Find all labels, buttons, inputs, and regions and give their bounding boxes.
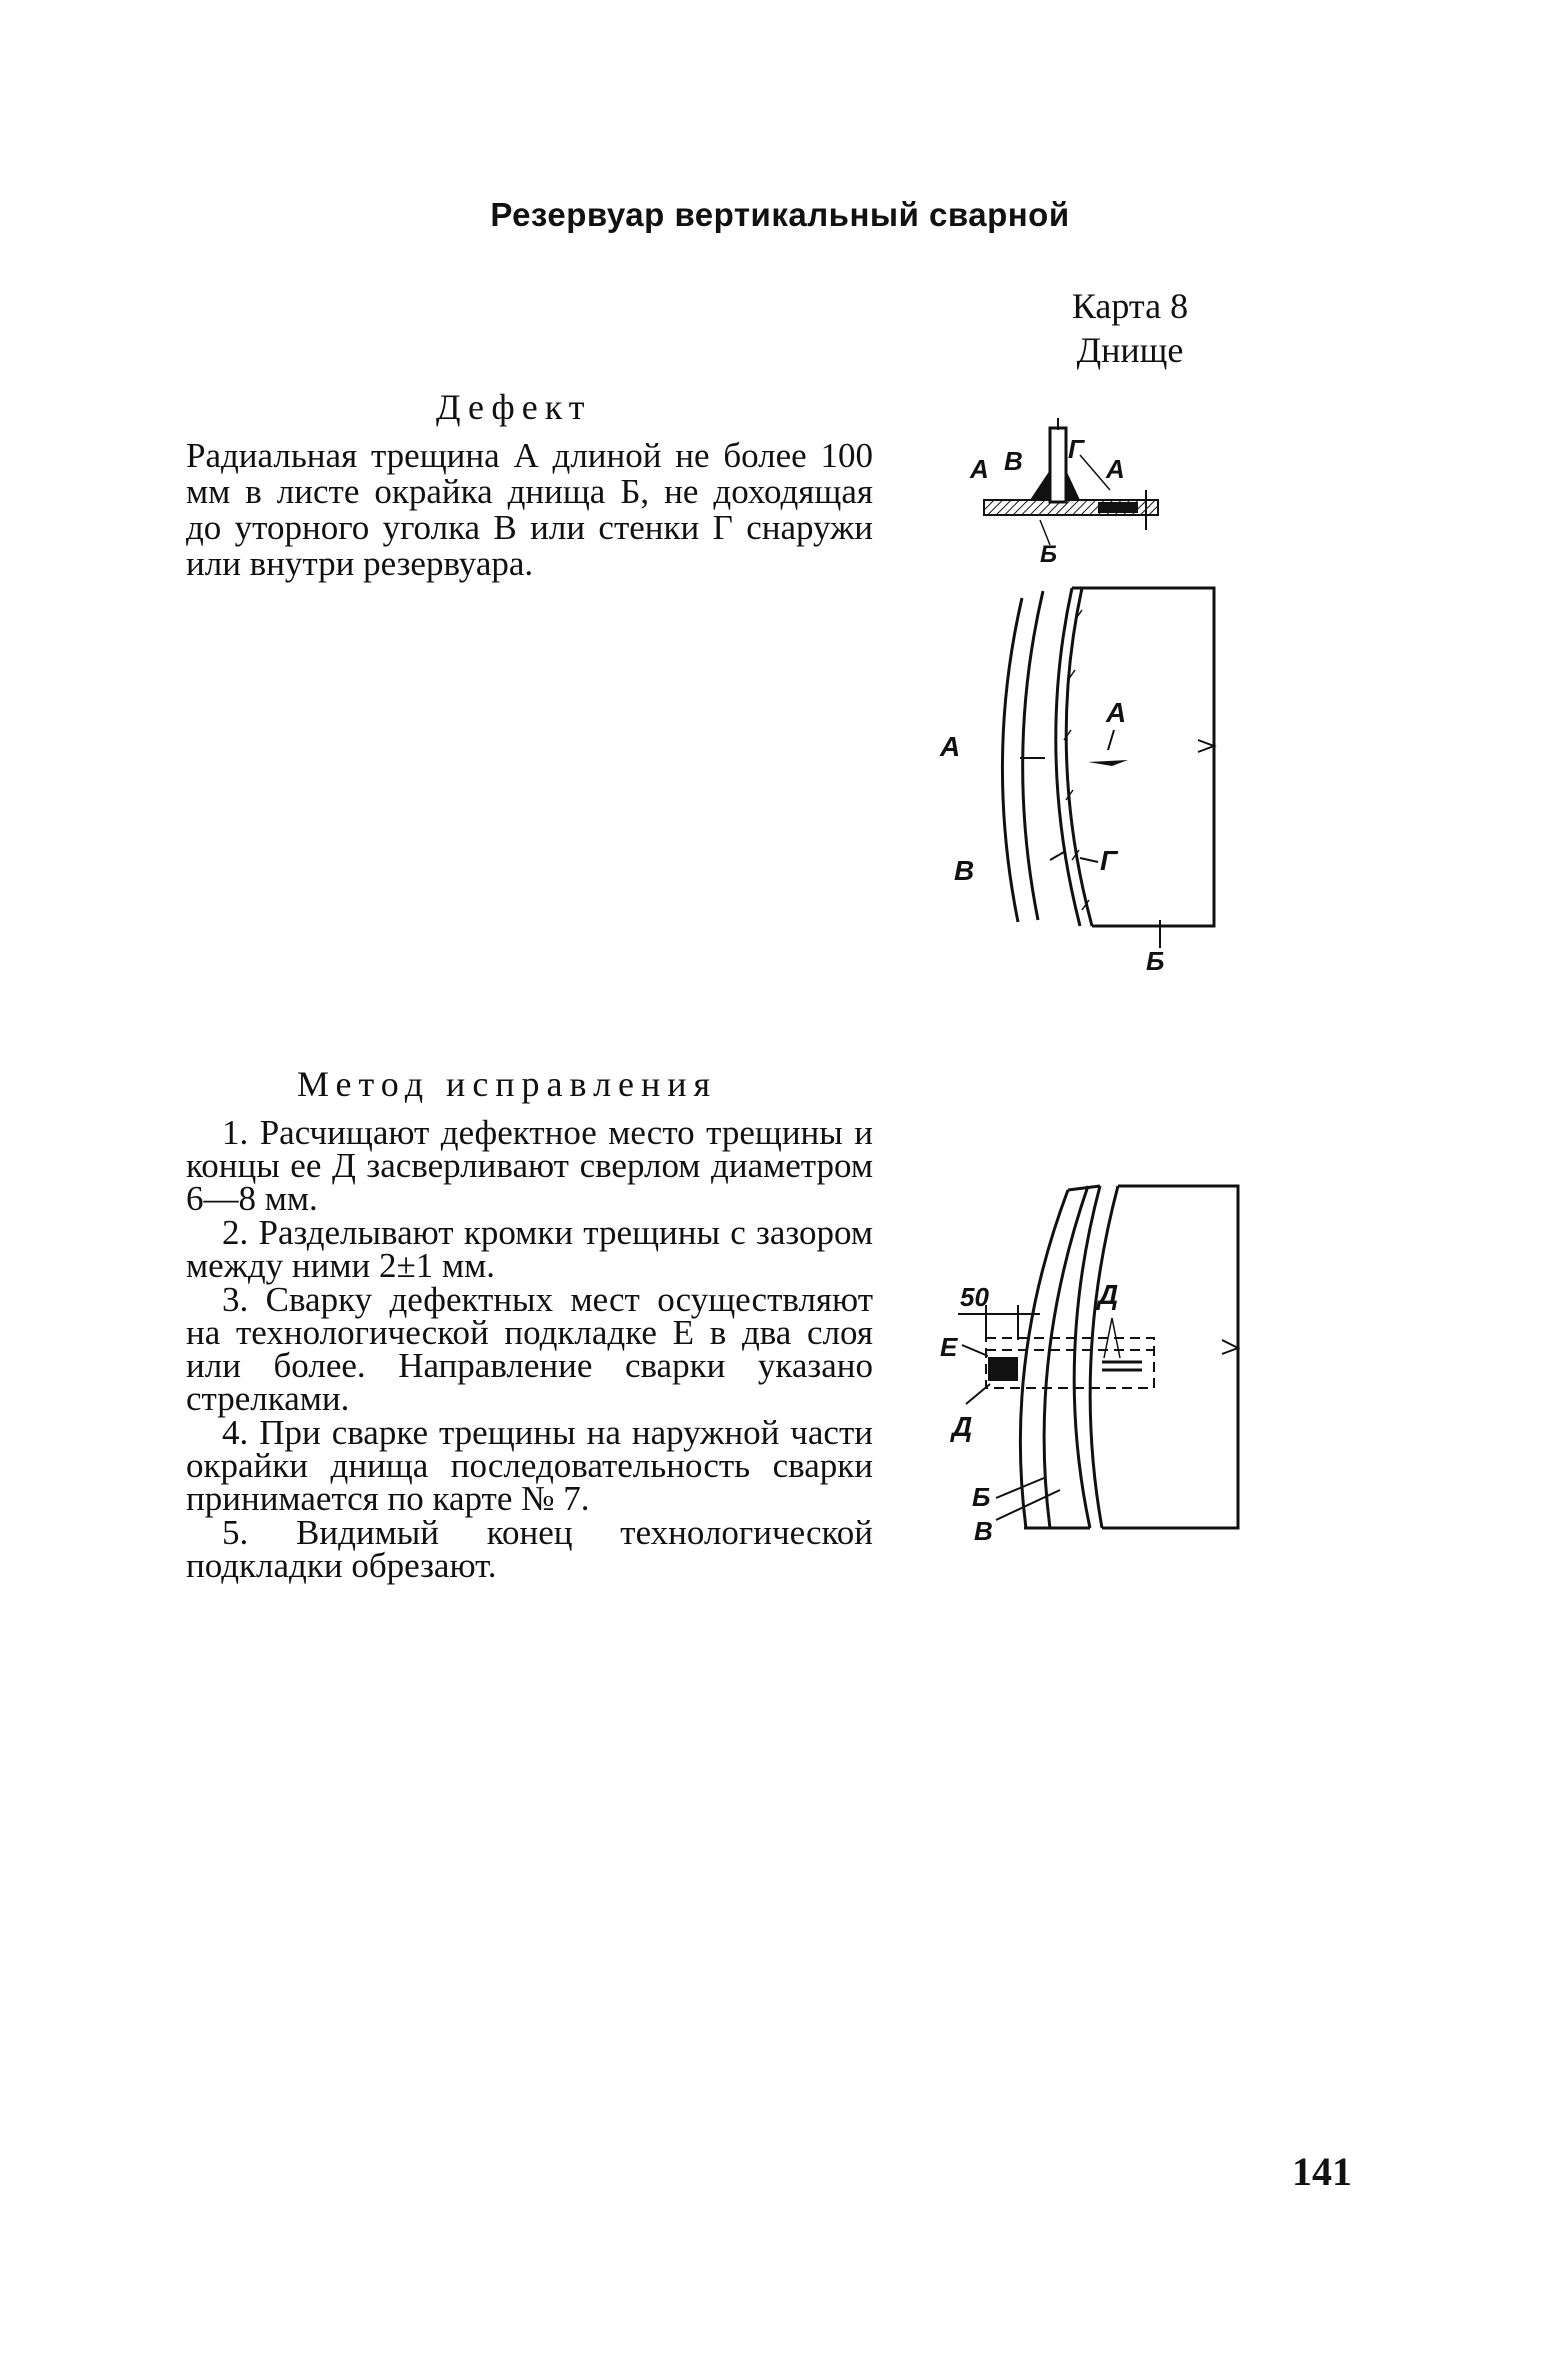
repair-label: Д — [1098, 1279, 1119, 1310]
plan-label: Б — [1146, 946, 1165, 976]
section-label: А — [1106, 454, 1125, 484]
drill-hole-icon — [988, 1357, 1018, 1381]
plan-label: В — [954, 855, 975, 886]
document-title: Резервуар вертикальный сварной — [490, 196, 1070, 233]
repair-weld — [1102, 1318, 1142, 1370]
section-label: В — [1004, 446, 1023, 476]
plan-label: А — [940, 731, 961, 762]
method-step: 5. Видимый конец технологической подкладки обрезают. — [186, 1513, 873, 1585]
repair-label: Д — [952, 1411, 973, 1442]
method-step: 3. Сварку дефектных мест осуществляют на технологической подкладке Е в два слоя или более. Направление сварки указано стрелками. — [186, 1280, 873, 1418]
page-number: 141 — [1292, 2149, 1352, 2194]
plan-label: А — [1106, 697, 1127, 728]
repair-label: Б — [972, 1482, 991, 1512]
method-heading: Метод исправления — [297, 1064, 718, 1104]
repair-label: Е — [940, 1332, 958, 1362]
defect-description: Радиальная трещина А длиной не более 100 мм в листе окрайка днища Б, не доходящая до уторного уголка В или стенки Г снаружи или внутри резервуара. — [186, 436, 873, 583]
card-number: Карта 8 — [1071, 286, 1189, 326]
card-part: Днище — [1076, 330, 1184, 370]
section-label: Г — [1068, 434, 1084, 464]
defect-heading: Дефект — [436, 387, 592, 427]
method-step: 4. При сварке трещины на наружной части окрайки днища последовательность сварки принимается по карте № 7. — [186, 1413, 873, 1518]
repair-label: 50 — [960, 1282, 989, 1312]
repair-label: В — [974, 1516, 993, 1546]
section-label: Б — [1040, 541, 1057, 568]
plan-label: Г — [1100, 845, 1118, 876]
repair-drawing — [1020, 1186, 1238, 1528]
method-step: 2. Разделывают кромки трещины с зазором между ними 2±1 мм. — [186, 1213, 873, 1285]
section-label: А — [970, 454, 989, 484]
method-step: 1. Расчищают дефектное место трещины и концы ее Д засверливают сверлом диаметром 6—8 мм. — [186, 1113, 873, 1218]
